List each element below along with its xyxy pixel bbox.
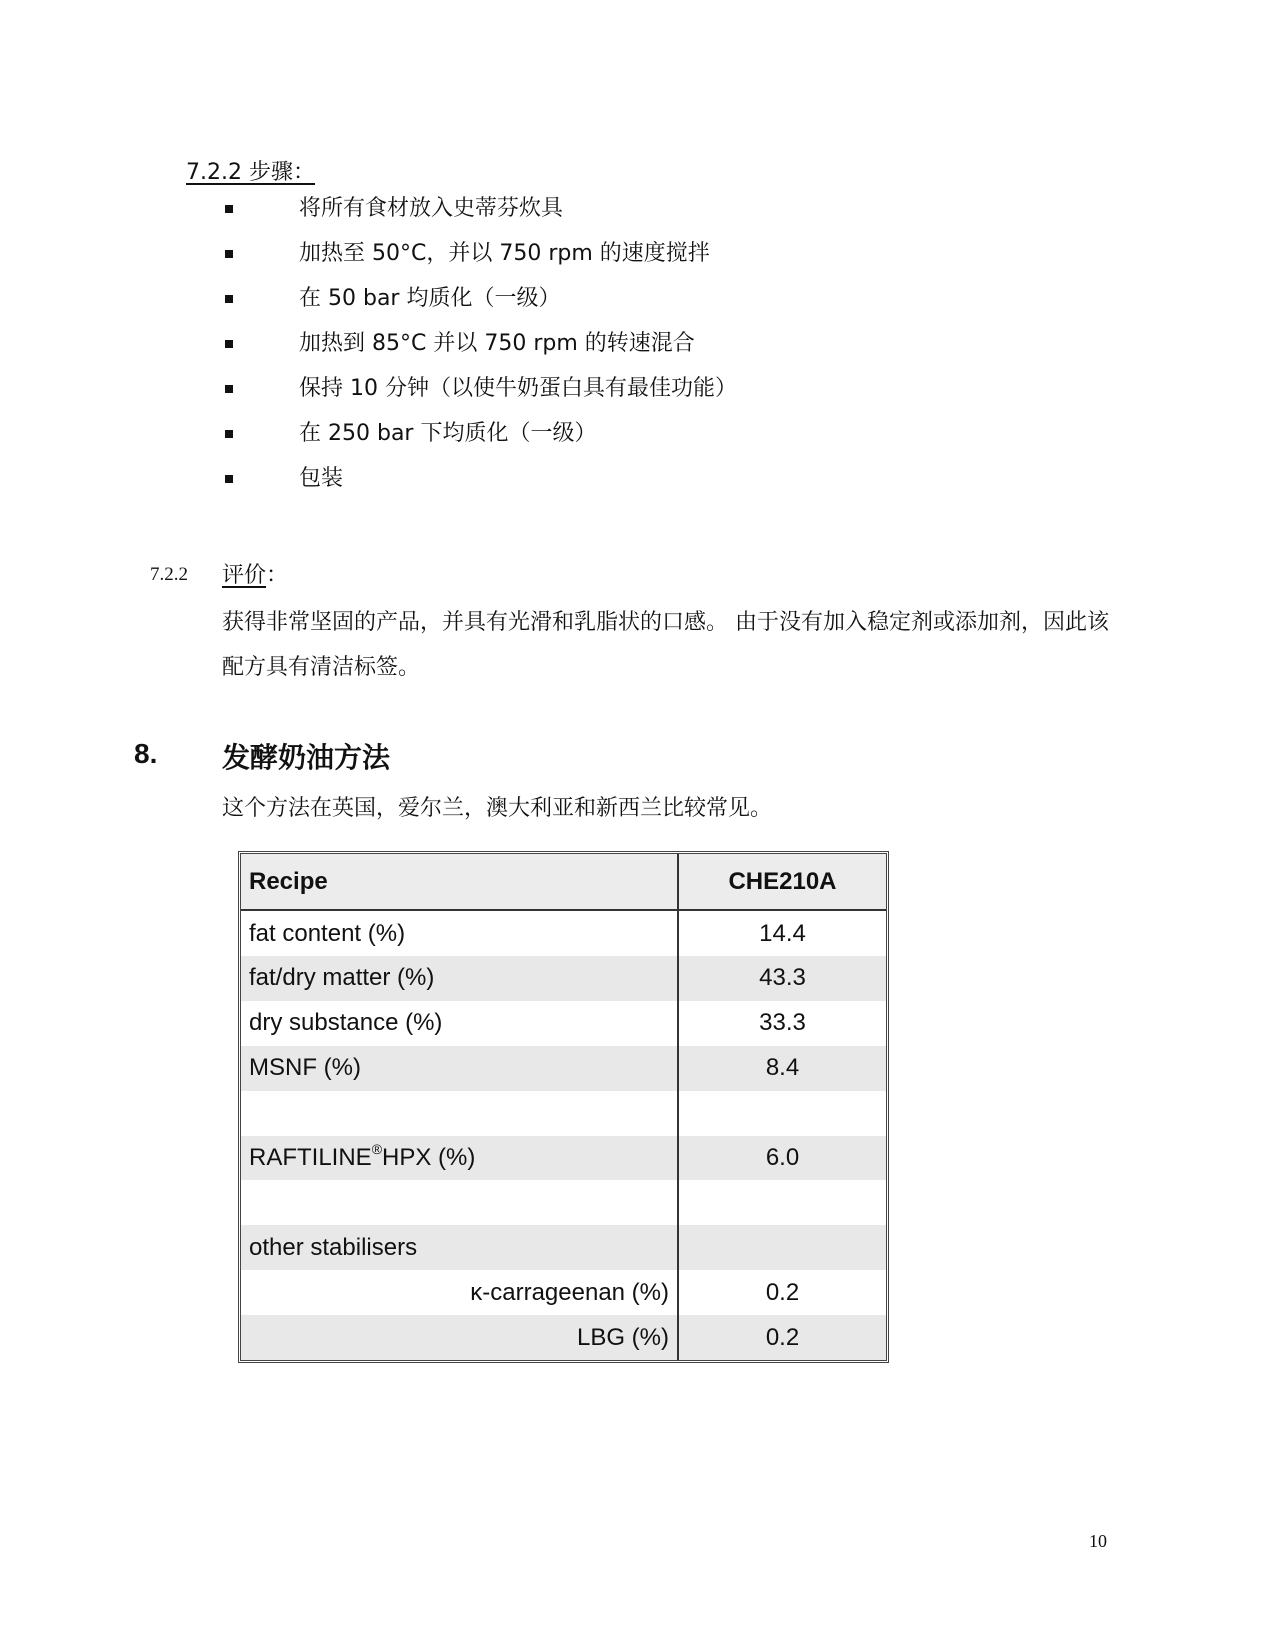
table-row xyxy=(241,1270,886,1315)
steps-heading: 7.2.2 步骤： xyxy=(186,160,315,185)
evaluation-heading xyxy=(222,558,288,589)
square-bullet-icon xyxy=(225,295,233,303)
step-text: 加热到 85°C 并以 750 rpm 的转速混合 xyxy=(299,331,695,356)
row-label: fat/dry matter (%) xyxy=(241,956,678,1001)
row-value xyxy=(678,1225,886,1270)
page-number: 10 xyxy=(1089,1531,1107,1551)
table-row xyxy=(241,1001,886,1046)
square-bullet-icon xyxy=(225,430,233,438)
row-value: 43.3 xyxy=(678,956,886,1001)
table-row xyxy=(241,956,886,1001)
row-value xyxy=(678,1091,886,1136)
square-bullet-icon xyxy=(225,385,233,393)
square-bullet-icon xyxy=(225,205,233,213)
row-value: 0.2 xyxy=(678,1315,886,1360)
table-row xyxy=(241,910,886,956)
table-header-row xyxy=(241,854,886,910)
evaluation-label: 评价 xyxy=(222,563,267,588)
section-number: 8. xyxy=(134,738,158,769)
row-label: LBG (%) xyxy=(241,1315,678,1360)
evaluation-colon: ： xyxy=(266,563,289,588)
square-bullet-icon xyxy=(225,250,233,258)
registered-mark: ® xyxy=(371,1140,383,1157)
table-row xyxy=(241,1136,886,1181)
header-recipe: Recipe xyxy=(241,854,678,910)
step-text: 将所有食材放入史蒂芬炊具 xyxy=(299,196,564,221)
row-value: 0.2 xyxy=(765,1278,800,1306)
row-label: dry substance (%) xyxy=(241,1001,678,1046)
row-value: 8.4 xyxy=(678,1046,886,1091)
recipe-table xyxy=(238,851,889,1363)
row-value: 33.3 xyxy=(759,1009,806,1037)
table-row xyxy=(241,1046,886,1091)
evaluation-number: 7.2.2 xyxy=(150,564,188,585)
step-text: 加热至 50°C，并以 750 rpm 的速度搅拌 xyxy=(299,241,710,266)
evaluation-paragraph: 获得非常坚固的产品，并具有光滑和乳脂状的口感。 由于没有加入稳定剂或添加剂，因此该配方具有清洁标签。 xyxy=(222,610,1109,680)
table-row xyxy=(241,1180,886,1225)
square-bullet-icon xyxy=(225,340,233,348)
row-value xyxy=(678,1180,886,1225)
table-row xyxy=(241,1091,886,1136)
step-text: 在 250 bar 下均质化（一级） xyxy=(299,421,597,446)
table-row xyxy=(241,1315,886,1360)
step-text: 保持 10 分钟（以使牛奶蛋白具有最佳功能） xyxy=(299,376,737,401)
hpx-label: HPX (%) xyxy=(382,1143,476,1171)
raftiline-label: RAFTILINE xyxy=(249,1143,372,1171)
row-value: 6.0 xyxy=(678,1136,886,1181)
section-title: 发酵奶油方法 xyxy=(222,741,391,774)
row-label xyxy=(241,1180,678,1225)
row-label: MSNF (%) xyxy=(241,1046,678,1091)
section-intro: 这个方法在英国，爱尔兰，澳大利亚和新西兰比较常见。 xyxy=(222,796,773,821)
row-label: fat content (%) xyxy=(241,910,678,956)
step-text: 包装 xyxy=(299,466,344,491)
header-che210a: CHE210A xyxy=(678,854,886,910)
row-label xyxy=(241,1091,678,1136)
square-bullet-icon xyxy=(225,475,233,483)
row-label: κ-carrageenan (%) xyxy=(241,1270,678,1315)
row-label xyxy=(241,1136,678,1181)
table-row xyxy=(241,1225,886,1270)
row-label: other stabilisers xyxy=(241,1225,678,1270)
step-text: 在 50 bar 均质化（一级） xyxy=(299,286,561,311)
row-value: 14.4 xyxy=(759,919,806,947)
